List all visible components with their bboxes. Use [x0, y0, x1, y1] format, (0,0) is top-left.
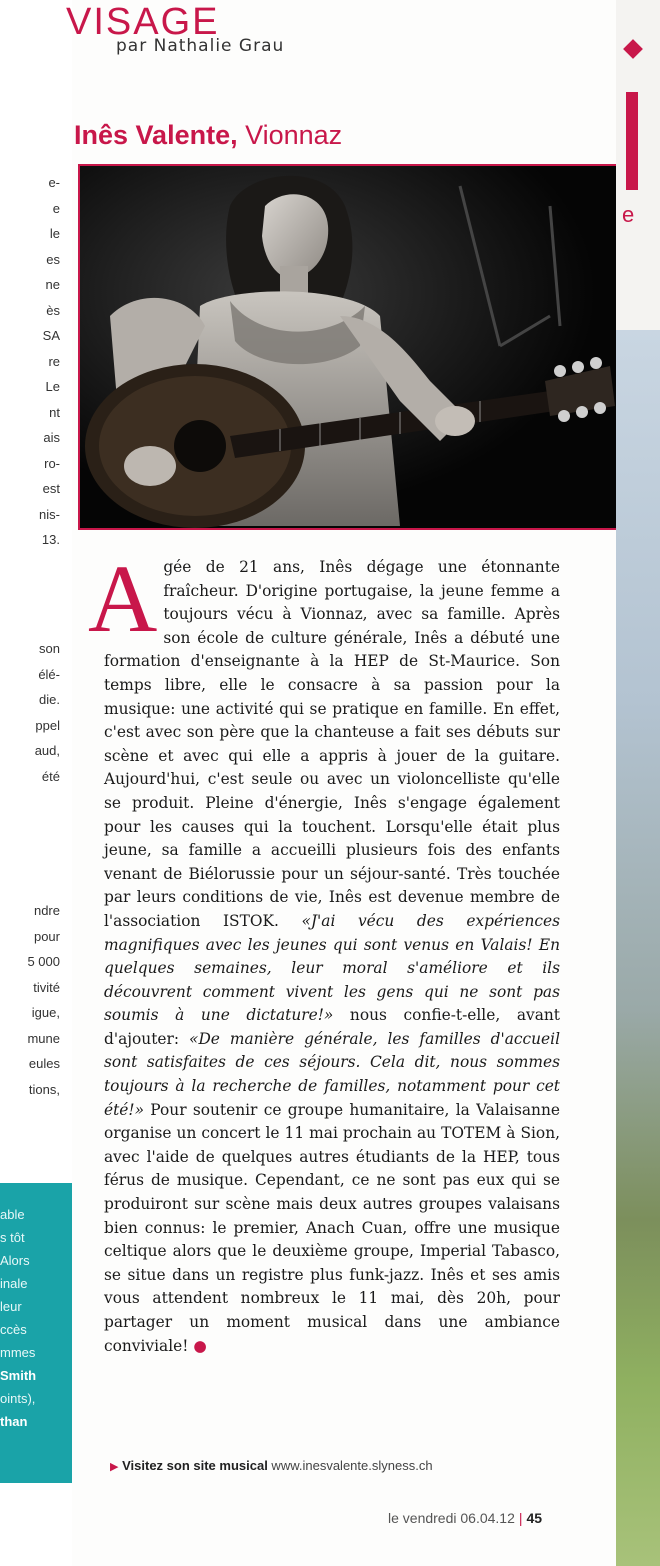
right-page-letter: e [622, 202, 635, 227]
folio-date: le vendredi 06.04.12 [388, 1510, 515, 1526]
page-folio [388, 1510, 542, 1526]
article-quote-2: «De manière générale, les familles d'accueil sont satisfaites de ces séjours. Cela dit, nous sommes toujours à la recherche de familles, notamment pour cet été!» [104, 1029, 560, 1119]
left-page-teal-box [0, 1183, 72, 1483]
folio-separator: | [518, 1510, 523, 1526]
headline-name: Inês Valente, [74, 120, 238, 150]
diamond-icon [623, 39, 643, 59]
guitarist-photo-illustration [80, 166, 622, 528]
section-brand: VISAGE [66, 1, 220, 43]
landscape-photo [616, 330, 660, 1566]
page-number: 45 [526, 1510, 543, 1526]
right-page-strip [616, 0, 660, 1566]
article-paragraph-2: nous confie-t-elle, avant d'ajouter: [104, 1006, 560, 1048]
byline: par Nathalie Grau [116, 36, 285, 56]
left-page-text-top: e- e le es ne ès SA re Le nt ais ro- est nis- 13. [39, 175, 60, 547]
headline-place: Vionnaz [237, 120, 343, 150]
drop-cap: A [88, 545, 158, 652]
article-body [88, 545, 560, 1358]
left-page-box-text: able s tôt Alors inale leur ccès mmes Smith oints), than [0, 1207, 37, 1429]
article-paragraph-1: gée de 21 ans, Inês dégage une étonnante fraîcheur. D'origine portugaise, la jeune femme a toujours vécu à Vionnaz, avec sa famille. Après son école de culture générale, Inês a débuté une formation d'enseignante à la HEP de St-Maurice. Son temps libre, elle le consacre à sa passion pour la musique: une activité qui se pratique en famille. En effet, c'est avec son père que la chanteuse a fait ses débuts sur scène et avec qui elle a appris à jouer de la guitare. Aujourd'hui, c'est seule ou avec un violoncelliste qu'elle se produit. Pleine d'énergie, Inês s'engage également pour les causes qui la touchent. Lorsqu'elle était plus jeune, sa famille a accueilli plusieurs fois des enfants venant de Biélorussie pour un séjour-santé. Très touchée par leurs conditions de vie, Inês est devenue membre de l'association ISTOK. [104, 558, 560, 930]
article-headline [74, 120, 342, 151]
end-mark-icon: ● [188, 1336, 207, 1355]
portrait-photo [78, 164, 624, 530]
article-paragraph-3: Pour soutenir ce groupe humanitaire, la Valaisanne organise un concert le 11 mai prochain au TOTEM à Sion, avec l'aide de quelques autres étudiants de la HEP, tous férus de musique. Cependant, ce ne sont pas eux qui se produiront sur scène mais deux autres groupes valaisans bien connus: le premier, Anach Cuan, offre une musique celtique alors que le deuxième groupe, Imperial Tabasco, se situe dans un registre plus funk-jazz. Inês et ses amis vous attendent nombreux le 11 mai, dès 20h, pour partager un moment musical dans une ambiance conviviale! [104, 1100, 560, 1355]
arrow-icon: ▶ [110, 1461, 119, 1473]
article-quote-1: «J'ai vécu des expériences magnifiques avec les jeunes qui sont venus en Valais! En quelques semaines, leur moral s'améliore et ils découvrent comment vivent les gens qui ne sont pas soumis à une dictature!» [104, 911, 560, 1025]
website-note [110, 1458, 433, 1473]
left-page-text-mid: son élé- die. ppel aud, été [34, 641, 60, 784]
website-url[interactable]: www.inesvalente.slyness.ch [267, 1458, 433, 1473]
accent-bar [626, 92, 638, 190]
left-page-text-lower: ndre pour 5 000 tivité igue, mune eules tions, [27, 903, 60, 1097]
website-label: Visitez son site musical [122, 1458, 268, 1473]
